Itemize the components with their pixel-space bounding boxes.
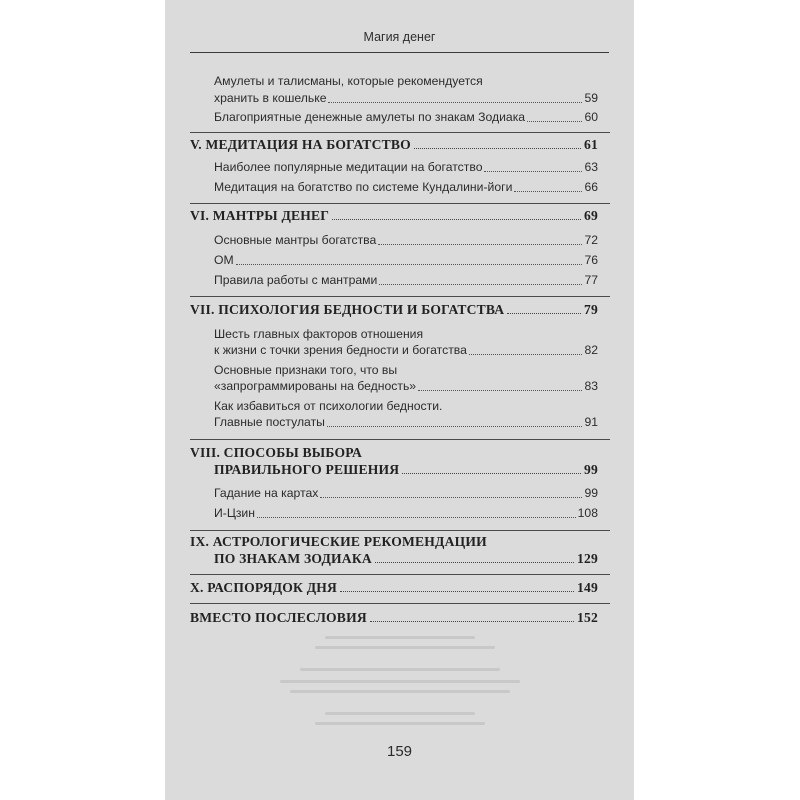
toc-entry bbox=[214, 506, 598, 521]
toc-chapter-label: X. РАСПОРЯДОК ДНЯ bbox=[190, 580, 338, 595]
toc-entry bbox=[214, 343, 598, 358]
toc-entry-label: ОМ bbox=[214, 253, 234, 267]
toc-page-number: 91 bbox=[584, 415, 598, 429]
toc-entry bbox=[214, 415, 598, 430]
dot-leader bbox=[340, 591, 574, 592]
toc-page-number: 99 bbox=[584, 462, 598, 477]
toc-chapter-label: VII. ПСИХОЛОГИЯ БЕДНОСТИ И БОГАТСТВА bbox=[190, 302, 505, 317]
toc-chapter-label: IX. АСТРОЛОГИЧЕСКИЕ РЕКОМЕНДАЦИИ bbox=[190, 534, 487, 549]
toc-entry-label: Наиболее популярные медитации на богатство bbox=[214, 160, 483, 174]
show-through-mark bbox=[325, 712, 475, 715]
toc-entry bbox=[214, 110, 598, 125]
toc-page-number: 60 bbox=[584, 110, 598, 124]
dot-leader bbox=[320, 497, 582, 498]
dot-leader bbox=[507, 313, 581, 314]
section-rule bbox=[190, 574, 610, 575]
toc-entry-label: Главные постулаты bbox=[214, 415, 325, 429]
toc-entry bbox=[214, 253, 598, 268]
dot-leader bbox=[375, 562, 574, 563]
toc-entry-label: Благоприятные денежные амулеты по знакам Зодиака bbox=[214, 110, 526, 124]
dot-leader bbox=[514, 191, 582, 192]
toc-entry-label: Основные мантры богатства bbox=[214, 233, 377, 247]
toc-page-number: 79 bbox=[584, 302, 598, 317]
toc-entry-label: Медитация на богатство по системе Кундалини-йоги bbox=[214, 180, 513, 194]
toc-page-number: 149 bbox=[577, 580, 598, 595]
toc-page-number: 61 bbox=[584, 137, 598, 152]
toc-entry-label: Шесть главных факторов отношения bbox=[214, 327, 424, 341]
page-number: 159 bbox=[386, 743, 413, 760]
toc-entry bbox=[214, 233, 598, 248]
toc-chapter-label: ПО ЗНАКАМ ЗОДИАКА bbox=[214, 551, 372, 566]
toc-chapter bbox=[190, 137, 598, 153]
toc-entry bbox=[214, 486, 598, 501]
show-through-mark bbox=[300, 668, 500, 671]
toc-entry-label: хранить в кошельке bbox=[214, 91, 327, 105]
toc-entry-label: Гадание на картах bbox=[214, 486, 319, 500]
toc-page-number: 99 bbox=[584, 486, 598, 500]
section-rule bbox=[190, 296, 610, 297]
toc-page-number: 69 bbox=[584, 208, 598, 223]
toc-chapter bbox=[190, 610, 598, 626]
toc-chapter bbox=[190, 580, 598, 596]
toc-page-number: 66 bbox=[584, 180, 598, 194]
show-through-mark bbox=[325, 636, 475, 639]
section-rule bbox=[190, 132, 610, 133]
dot-leader bbox=[379, 284, 582, 285]
toc-page-number: 108 bbox=[577, 506, 598, 520]
toc-entry-label: И-Цзин bbox=[214, 506, 255, 520]
toc-page-number: 59 bbox=[584, 91, 598, 105]
toc-chapter-label: ВМЕСТО ПОСЛЕСЛОВИЯ bbox=[190, 610, 367, 625]
toc-entry bbox=[214, 273, 598, 288]
toc-page-number: 72 bbox=[584, 233, 598, 247]
show-through-mark bbox=[280, 680, 520, 683]
toc-entry-label: Основные признаки того, что вы bbox=[214, 363, 398, 377]
toc-entry bbox=[214, 180, 598, 195]
toc-chapter-label: ПРАВИЛЬНОГО РЕШЕНИЯ bbox=[214, 462, 400, 477]
dot-leader bbox=[418, 390, 582, 391]
toc-chapter-label: V. МЕДИТАЦИЯ НА БОГАТСТВО bbox=[190, 137, 411, 152]
dot-leader bbox=[257, 517, 576, 518]
section-rule bbox=[190, 203, 610, 204]
toc-chapter-label: VI. МАНТРЫ ДЕНЕГ bbox=[190, 208, 330, 223]
dot-leader bbox=[527, 121, 582, 122]
toc-page-number: 83 bbox=[584, 379, 598, 393]
dot-leader bbox=[484, 171, 582, 172]
toc-chapter bbox=[190, 208, 598, 224]
show-through-mark bbox=[315, 646, 495, 649]
dot-leader bbox=[328, 102, 582, 103]
dot-leader bbox=[469, 354, 583, 355]
section-rule bbox=[190, 530, 610, 531]
toc-entry bbox=[214, 160, 598, 175]
toc-page-number: 152 bbox=[577, 610, 598, 625]
section-rule bbox=[190, 439, 610, 440]
dot-leader bbox=[378, 244, 582, 245]
dot-leader bbox=[402, 473, 581, 474]
toc-page-number: 63 bbox=[584, 160, 598, 174]
toc-page-number: 129 bbox=[577, 551, 598, 566]
toc-chapter-label: VIII. СПОСОБЫ ВЫБОРА bbox=[190, 445, 363, 460]
toc-page-number: 76 bbox=[584, 253, 598, 267]
section-rule bbox=[190, 603, 610, 604]
running-head: Магия денег bbox=[190, 30, 609, 53]
dot-leader bbox=[327, 426, 583, 427]
toc-entry-label: Амулеты и талисманы, которые рекомендуется bbox=[214, 74, 483, 88]
toc-entry-label: «запрограммированы на бедность» bbox=[214, 379, 417, 393]
toc-entry-label: Правила работы с мантрами bbox=[214, 273, 378, 287]
dot-leader bbox=[332, 219, 581, 220]
dot-leader bbox=[236, 264, 583, 265]
book-page bbox=[165, 0, 634, 800]
toc-chapter bbox=[190, 302, 598, 318]
toc-entry bbox=[214, 379, 598, 394]
toc-entry bbox=[214, 91, 598, 106]
toc-entry-label: Как избавиться от психологии бедности. bbox=[214, 399, 443, 413]
toc-page-number: 82 bbox=[584, 343, 598, 357]
toc-page-number: 77 bbox=[584, 273, 598, 287]
show-through-mark bbox=[290, 690, 510, 693]
show-through-mark bbox=[315, 722, 485, 725]
table-of-contents bbox=[165, 0, 634, 800]
dot-leader bbox=[414, 148, 581, 149]
toc-chapter bbox=[214, 462, 598, 478]
toc-chapter bbox=[214, 551, 598, 567]
dot-leader bbox=[370, 621, 574, 622]
toc-entry-label: к жизни с точки зрения бедности и богатства bbox=[214, 343, 467, 357]
